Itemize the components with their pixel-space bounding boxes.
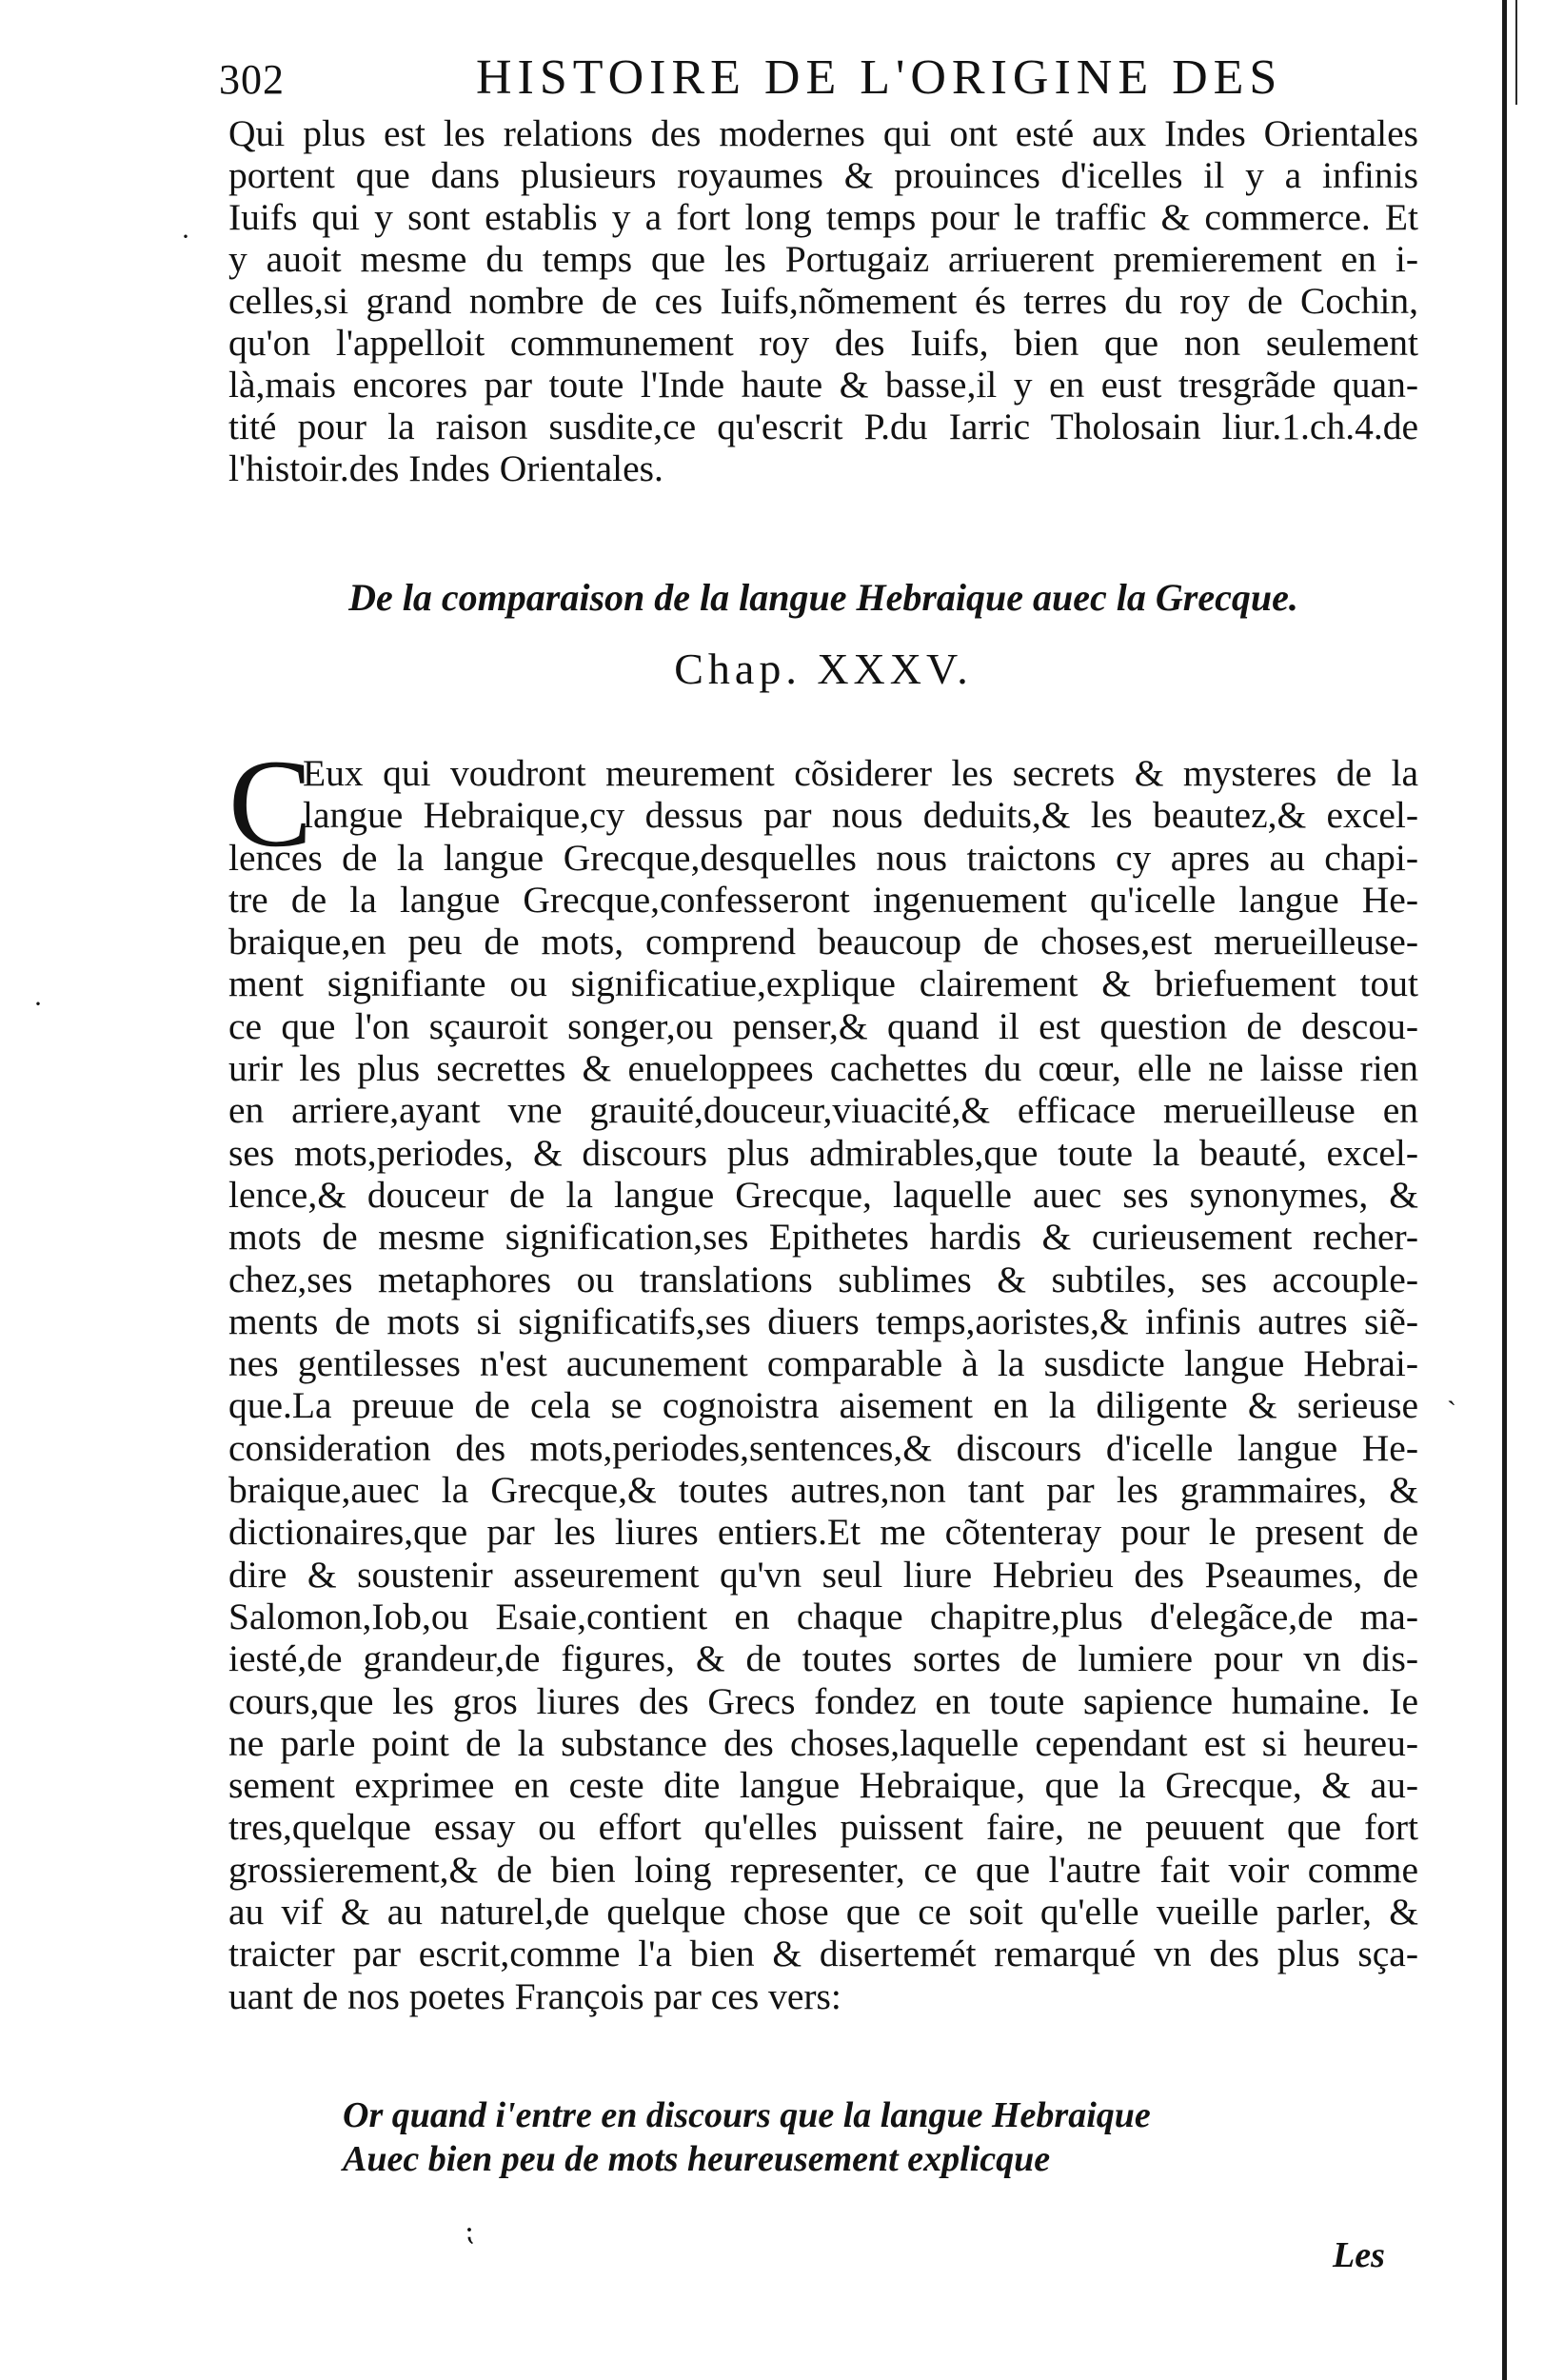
text-line: uant de nos poetes François par ces vers: — [228, 1974, 841, 2017]
text-line: ne parle point de la substance des choses,laquelle cependant est si heureu- — [228, 1721, 1418, 1764]
text-line: braique,en peu de mots, comprend beaucoup de choses,est merueilleuse- — [228, 921, 1418, 963]
margin-mark: ˋ — [1447, 1396, 1456, 1427]
text-line: que.La preuue de cela se cognoistra aisement en la diligente & serieuse — [228, 1384, 1418, 1427]
text-line: langue Hebraique,cy dessus par nous deduits,& les beautez,& excel- — [303, 794, 1418, 837]
text-line: qu'on l'appelloit communement roy des Iuifs, bien que non seulement — [228, 322, 1418, 364]
chapter-body — [228, 752, 1418, 2017]
text-line: Iuifs qui y sont establis y a fort long temps pour le traffic & commerce. Et — [228, 196, 1418, 238]
text-line: ce que l'on sçauroit songer,ou penser,& quand il est question de descou- — [228, 1004, 1418, 1047]
verse-line: Auec bien peu de mots heureusement explicque — [343, 2139, 1051, 2179]
page-edge-shadow-thin — [1515, 0, 1517, 105]
text-line: iesté,de grandeur,de figures, & de toutes sortes de lumiere pour vn dis- — [228, 1637, 1418, 1680]
text-line: dictionaires,que par les liures entiers.Et me cõtenteray pour le present de — [228, 1511, 1418, 1554]
text-line: grossierement,& de bien loing representer, ce que l'autre fait voir comme — [228, 1848, 1418, 1891]
text-line: sement exprimee en ceste dite langue Hebraique, que la Grecque, & au- — [228, 1764, 1418, 1807]
text-line: l'histoir.des Indes Orientales. — [228, 447, 663, 489]
text-line: ments de mots si significatifs,ses diuers temps,aoristes,& infinis autres siẽ- — [228, 1299, 1418, 1342]
text-line: portent que dans plusieurs royaumes & prouinces d'icelles il y a infinis — [228, 154, 1418, 196]
chapter-label: Chap. XXXV. — [674, 645, 973, 693]
running-head: HISTOIRE DE L'ORIGINE DES — [476, 50, 1283, 105]
text-line: lence,& douceur de la langue Grecque, laquelle auec ses synonymes, & — [228, 1173, 1418, 1216]
text-line: tre de la langue Grecque,confesseront ingenuement qu'icelle langue He- — [228, 878, 1418, 921]
margin-mark: · — [33, 988, 43, 1020]
opening-paragraph — [228, 112, 1418, 489]
text-line: urir les plus secrettes & enueloppees cachettes du cœur, elle ne laisse rien — [228, 1047, 1418, 1090]
text-line: ment signifiante ou significatiue,explique clairement & briefuement tout — [228, 962, 1418, 1005]
text-line: cours,que les gros liures des Grecs fondez en toute sapience humaine. Ie — [228, 1679, 1418, 1722]
text-line: mots de mesme signification,ses Epithetes hardis & curieusement recher- — [228, 1216, 1418, 1259]
text-line: ses mots,periodes, & discours plus admirables,que toute la beauté, excel- — [228, 1131, 1418, 1174]
text-line: chez,ses metaphores ou translations sublimes & subtiles, ses accouple- — [228, 1258, 1418, 1300]
text-line: Eux qui voudront meurement cõsiderer les secrets & mysteres de la — [303, 752, 1418, 794]
text-line: en arriere,ayant vne grauité,douceur,viuacité,& efficace merueilleuse en — [228, 1089, 1418, 1132]
text-line: au vif & au naturel,de quelque chose que ce soit qu'elle vueille parler, & — [228, 1891, 1418, 1934]
page-number: 302 — [219, 56, 285, 103]
text-line: celles,si grand nombre de ces Iuifs,nõmement és terres du roy de Cochin, — [228, 280, 1418, 322]
section-title: De la comparaison de la langue Hebraique auec la Grecque. — [348, 576, 1298, 619]
margin-mark: · — [181, 221, 190, 252]
drop-cap: C — [228, 733, 313, 873]
text-line: tité pour la raison susdite,ce qu'escrit P.du Iarric Tholosain liur.1.ch.4.de — [228, 406, 1418, 447]
page-header — [219, 50, 1283, 107]
text-line: Qui plus est les relations des modernes qui ont esté aux Indes Orientales — [228, 112, 1418, 154]
text-line: traicter par escrit,comme l'a bien & disertemét remarqué vn des plus sça- — [228, 1933, 1418, 1975]
text-line: tres,quelque essay ou effort qu'elles puissent faire, ne peuuent que fort — [228, 1806, 1418, 1849]
page-edge-shadow — [1502, 0, 1507, 2380]
text-line: lences de la langue Grecque,desquelles nous traictons cy apres au chapi- — [228, 836, 1418, 879]
text-line: y auoit mesme du temps que les Portugaiz arriuerent premierement en i- — [228, 238, 1418, 280]
verse-line: Or quand i'entre en discours que la langue Hebraique — [343, 2095, 1151, 2135]
margin-mark: ⁏ — [465, 2215, 475, 2247]
text-line: consideration des mots,periodes,sentences,& discours d'icelle langue He- — [228, 1426, 1418, 1469]
text-line: dire & soustenir asseurement qu'vn seul liure Hebrieu des Pseaumes, de — [228, 1553, 1418, 1596]
text-line: Salomon,Iob,ou Esaie,contient en chaque chapitre,plus d'elegãce,de ma- — [228, 1595, 1418, 1637]
text-line: là,mais encores par toute l'Inde haute & basse,il y en eust tresgrãde quan- — [228, 364, 1418, 406]
text-line: braique,auec la Grecque,& toutes autres,non tant par les grammaires, & — [228, 1469, 1418, 1512]
catchword: Les — [1333, 2235, 1385, 2275]
text-line: nes gentilesses n'est aucunement comparable à la susdicte langue Hebrai- — [228, 1342, 1418, 1385]
